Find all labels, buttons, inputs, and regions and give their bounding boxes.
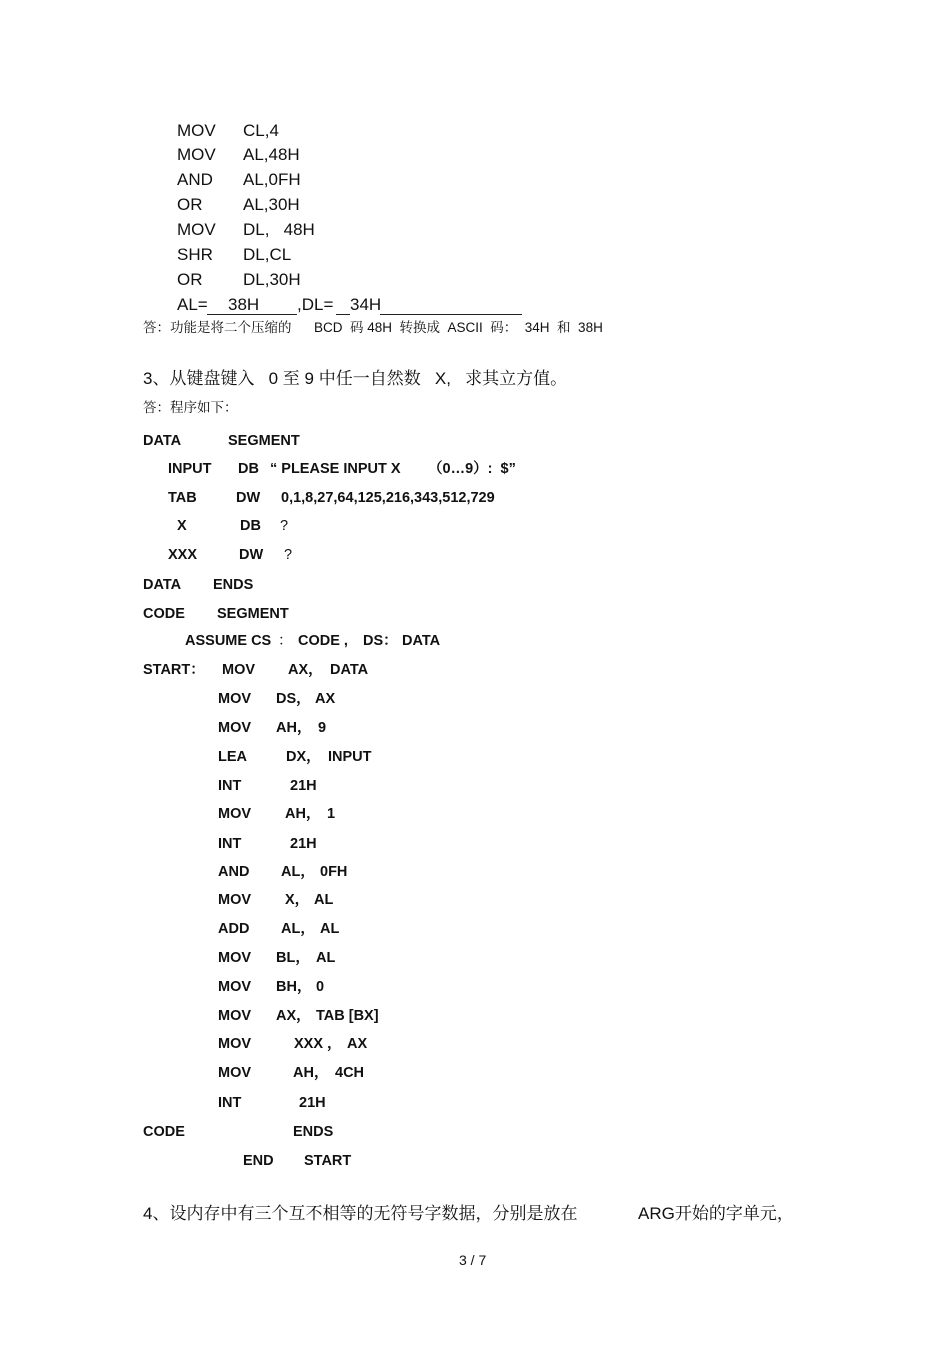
instr-arg: 4CH (335, 1065, 365, 1081)
instr-arg: BH， (276, 979, 312, 995)
instr-arg: AL (314, 892, 334, 908)
instr-op: MOV (218, 691, 252, 707)
instr-op: MOV (218, 950, 252, 966)
question-3: 3、从键盘键入 0 至 9 中任一自然数 X, 求其立方值。 (143, 369, 568, 388)
instr-arg: 0FH (320, 864, 348, 880)
kw: END (243, 1153, 274, 1169)
question-4-tail: ARG开始的字单元， (638, 1204, 794, 1223)
kw: DATA (143, 577, 182, 593)
var-name: XXX (168, 547, 198, 563)
instr-op: MOV (218, 979, 252, 995)
asm-arg: DL,CL (243, 245, 292, 264)
asm-arg: AL,48H (243, 145, 300, 164)
var-type: DB (238, 461, 259, 477)
instr-arg: 21H (290, 778, 317, 794)
instr-arg: XXX ， (294, 1036, 342, 1052)
al-blank-underline (207, 314, 297, 315)
instr-op: MOV (218, 720, 252, 736)
dl-blank-underline-lead (336, 314, 350, 315)
instr-op: ADD (218, 921, 250, 937)
instr-arg: AH， (285, 806, 321, 822)
var-name: TAB (168, 490, 197, 506)
var-value-tail: （0…9）: $” (428, 461, 516, 477)
instr-arg: TAB [BX] (316, 1008, 379, 1024)
instr-op: MOV (218, 806, 252, 822)
instr-arg: 0 (316, 979, 325, 995)
instr-op: INT (218, 778, 242, 794)
instr-arg: AL (316, 950, 336, 966)
kw: DATA (143, 433, 182, 449)
kw: CODE (143, 606, 185, 622)
instr-arg: AX， (276, 1008, 311, 1024)
kw: ENDS (213, 577, 254, 593)
answer-text: 答：功能是将二个压缩的 BCD 码 48H 转换成 ASCII 码： 34H 和 38H (143, 320, 603, 335)
result-al-value: 38H (228, 295, 260, 314)
assume: CODE , (298, 633, 348, 649)
instr-arg: 21H (299, 1095, 326, 1111)
var-name: X (177, 518, 187, 534)
instr-arg: DATA (330, 662, 369, 678)
var-value: 0,1,8,27,64,125,216,343,512,729 (281, 490, 495, 506)
instr-op: MOV (218, 1008, 252, 1024)
start-label: START： (143, 662, 205, 678)
kw: SEGMENT (228, 433, 300, 449)
instr-op: MOV (218, 1065, 252, 1081)
result-dl-value: 34H (350, 295, 382, 314)
kw: SEGMENT (217, 606, 289, 622)
instr-op: AND (218, 864, 250, 880)
asm-op: MOV (177, 220, 216, 239)
asm-arg: DL,30H (243, 270, 301, 289)
assume: ASSUME CS (185, 633, 272, 649)
asm-op: MOV (177, 145, 216, 164)
asm-arg: DL, 48H (243, 220, 315, 239)
asm-op: OR (177, 270, 203, 289)
instr-arg: AL， (281, 864, 315, 880)
instr-arg: 9 (318, 720, 327, 736)
kw: ENDS (293, 1124, 334, 1140)
instr-arg: DX， (286, 749, 321, 765)
var-type: DB (240, 518, 261, 534)
instr-op: INT (218, 836, 242, 852)
result-dl-label: ,DL= (297, 295, 334, 314)
instr-arg: AX， (288, 662, 323, 678)
var-type: DW (239, 547, 264, 563)
instr-arg: AL (320, 921, 340, 937)
instr-op: MOV (222, 662, 256, 678)
instr-arg: DS， (276, 691, 311, 707)
instr-arg: 1 (327, 806, 336, 822)
assume: DS： (363, 633, 398, 649)
asm-arg: AL,30H (243, 195, 300, 214)
instr-op: MOV (218, 892, 252, 908)
asm-op: SHR (177, 245, 213, 264)
instr-op: MOV (218, 1036, 252, 1052)
asm-arg: CL,4 (243, 121, 279, 140)
instr-arg: INPUT (328, 749, 372, 765)
instr-arg: AH， (293, 1065, 329, 1081)
kw: START (304, 1153, 352, 1169)
instr-arg: AX (347, 1036, 368, 1052)
asm-op: MOV (177, 121, 216, 140)
assume: DATA (402, 633, 441, 649)
instr-arg: BL， (276, 950, 310, 966)
kw: CODE (143, 1124, 185, 1140)
asm-op: AND (177, 170, 213, 189)
var-type: DW (236, 490, 261, 506)
asm-arg: AL,0FH (243, 170, 301, 189)
result-al-label: AL= (177, 295, 208, 314)
var-value: ? (280, 518, 289, 534)
answer-intro: 答：程序如下： (143, 400, 238, 415)
var-name: INPUT (168, 461, 212, 477)
var-value: ? (284, 547, 293, 563)
instr-arg: X， (285, 892, 310, 908)
asm-op: OR (177, 195, 203, 214)
var-value: “ PLEASE INPUT X (270, 461, 401, 477)
question-4: 4、设内存中有三个互不相等的无符号字数据，分别是放在 (143, 1204, 578, 1223)
instr-arg: AH， (276, 720, 312, 736)
assume: ： (278, 633, 293, 649)
instr-arg: 21H (290, 836, 317, 852)
dl-blank-underline (380, 314, 522, 315)
instr-op: LEA (218, 749, 247, 765)
instr-arg: AX (315, 691, 336, 707)
instr-arg: AL， (281, 921, 315, 937)
page-number: 3 / 7 (459, 1252, 487, 1268)
instr-op: INT (218, 1095, 242, 1111)
